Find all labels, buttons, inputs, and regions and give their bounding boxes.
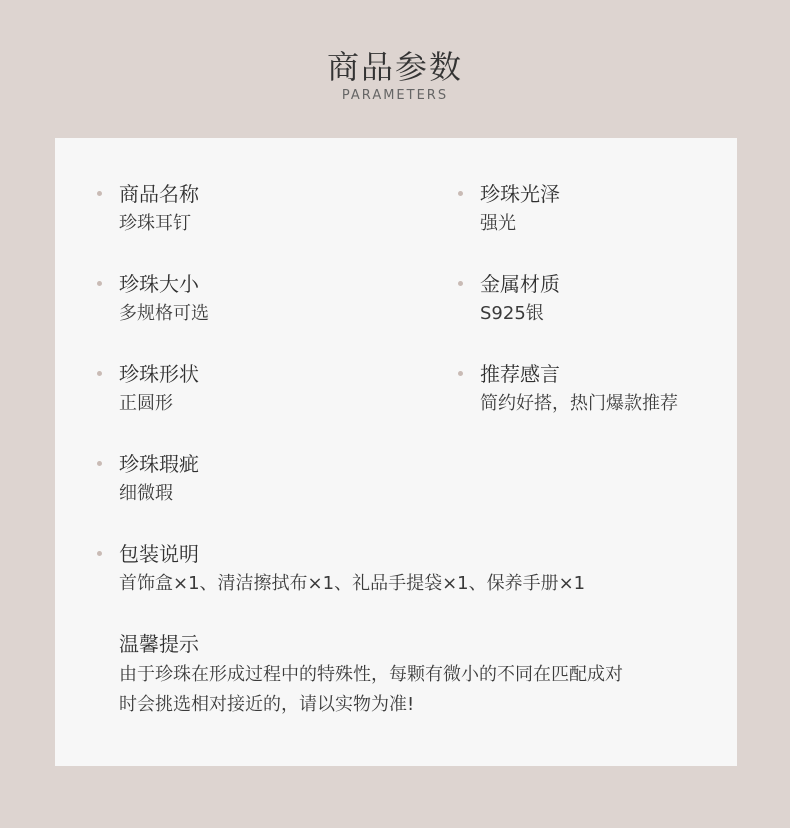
param-pearl-shape — [119, 362, 199, 415]
bullet-dot-icon — [97, 281, 102, 286]
param-packaging — [119, 542, 585, 595]
param-label: 珍珠光泽 — [480, 182, 560, 206]
bullet-dot-icon — [458, 281, 463, 286]
param-pearl-size — [119, 272, 209, 325]
param-value: 多规格可选 — [119, 303, 209, 324]
bullet-dot-icon — [97, 551, 102, 556]
bullet-dot-icon — [97, 461, 102, 466]
param-pearl-luster — [480, 182, 560, 235]
param-product-name — [119, 182, 199, 235]
param-label: 商品名称 — [119, 182, 199, 206]
tip-text — [119, 660, 709, 720]
param-label: 珍珠大小 — [119, 272, 199, 296]
param-label: 珍珠瑕疵 — [119, 452, 199, 476]
bullet-dot-icon — [458, 191, 463, 196]
bullet-dot-icon — [97, 191, 102, 196]
page-title: 商品参数 — [326, 48, 463, 86]
bullet-dot-icon — [458, 371, 463, 376]
warm-tip — [119, 632, 709, 720]
param-value: 正圆形 — [119, 393, 173, 414]
param-value: 珍珠耳钉 — [119, 213, 191, 234]
param-recommendation — [480, 362, 678, 415]
parameters-card — [55, 138, 737, 766]
tip-label: 温馨提示 — [119, 632, 199, 656]
page-subtitle: PARAMETERS — [341, 88, 449, 103]
param-label: 包装说明 — [119, 542, 199, 566]
tip-line: 由于珍珠在形成过程中的特殊性，每颗有微小的不同在匹配成对 — [119, 664, 623, 685]
param-label: 珍珠形状 — [119, 362, 199, 386]
param-value: 强光 — [480, 213, 516, 234]
param-value: 细微瑕 — [119, 483, 173, 504]
bullet-dot-icon — [97, 371, 102, 376]
param-value: S925银 — [480, 303, 544, 324]
param-metal-material — [480, 272, 560, 325]
param-value: 简约好搭，热门爆款推荐 — [480, 393, 678, 414]
param-pearl-flaw — [119, 452, 199, 505]
param-label: 金属材质 — [480, 272, 560, 296]
param-label: 推荐感言 — [480, 362, 560, 386]
param-value: 首饰盒×1、清洁擦拭布×1、礼品手提袋×1、保养手册×1 — [119, 573, 586, 594]
tip-line: 时会挑选相对接近的，请以实物为准! — [119, 694, 415, 715]
